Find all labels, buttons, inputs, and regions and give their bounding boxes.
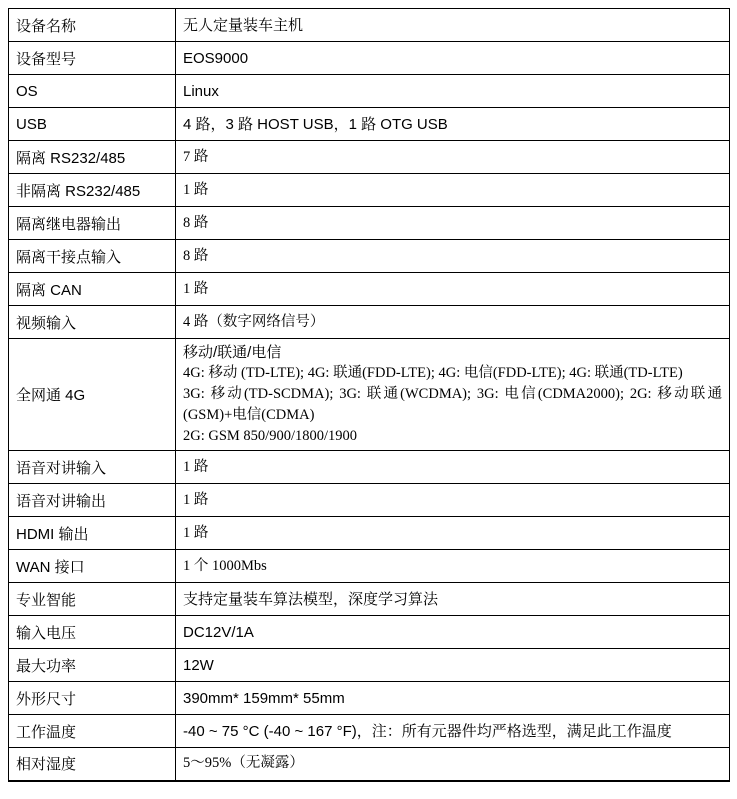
table-row — [9, 141, 730, 174]
spec-value-cell — [176, 517, 730, 550]
spec-value-line: 移动/联通/电信 — [183, 344, 282, 361]
spec-value-cell — [176, 715, 730, 748]
spec-label-cell: OS — [9, 75, 176, 108]
spec-label-cell: 工作温度 — [9, 715, 176, 748]
spec-label-cell: 隔离继电器输出 — [9, 207, 176, 240]
table-row — [9, 240, 730, 273]
spec-value-line: EOS9000 — [183, 49, 249, 67]
spec-value-cell — [176, 583, 730, 616]
spec-label-cell: 设备型号 — [9, 42, 176, 75]
spec-label-cell: 相对湿度 — [9, 748, 176, 781]
spec-value-line: 1 路 — [183, 458, 209, 475]
table-row — [9, 649, 730, 682]
spec-value-cell — [176, 484, 730, 517]
spec-label-cell: 外形尺寸 — [9, 682, 176, 715]
spec-label-cell: 设备名称 — [9, 9, 176, 42]
spec-value-line: 1 路 — [183, 181, 209, 198]
spec-value-line: 7 路 — [183, 148, 209, 165]
spec-label-cell: 语音对讲输出 — [9, 484, 176, 517]
table-row — [9, 616, 730, 649]
spec-value-cell — [176, 273, 730, 306]
spec-table-container — [8, 8, 730, 782]
spec-value-line: 4G: 移动 (TD-LTE); 4G: 联通(FDD-LTE); 4G: 电信(FDD-LTE); 4G: 联通(TD-LTE) — [183, 365, 683, 381]
table-row — [9, 484, 730, 517]
spec-label-cell: 语音对讲输入 — [9, 451, 176, 484]
spec-value-cell — [176, 616, 730, 649]
spec-value-cell — [176, 75, 730, 108]
spec-value-line: 4 路，3 路 HOST USB，1 路 OTG USB — [183, 115, 448, 133]
spec-value-cell — [176, 550, 730, 583]
spec-label-cell: 最大功率 — [9, 649, 176, 682]
spec-label-cell: WAN 接口 — [9, 550, 176, 583]
spec-value-line: 1 路 — [183, 491, 209, 508]
table-row — [9, 42, 730, 75]
spec-value-cell — [176, 451, 730, 484]
spec-value-line: 8 路 — [183, 214, 209, 231]
spec-value-line: 8 路 — [183, 247, 209, 264]
spec-value-cell — [176, 649, 730, 682]
spec-label-cell: 视频输入 — [9, 306, 176, 339]
table-row — [9, 108, 730, 141]
spec-value-line: DC12V/1A — [183, 623, 254, 641]
spec-value-line: 5～95%（无凝露） — [183, 755, 304, 772]
spec-value-cell — [176, 339, 730, 451]
spec-value-cell — [176, 141, 730, 174]
table-row — [9, 715, 730, 748]
spec-value-line: 2G: GSM 850/900/1800/1900 — [183, 428, 358, 444]
spec-label-cell: 专业智能 — [9, 583, 176, 616]
table-row — [9, 174, 730, 207]
device-spec-table — [8, 8, 730, 782]
spec-table-body — [9, 9, 730, 781]
table-row — [9, 306, 730, 339]
spec-value-line: 4 路（数字网络信号） — [183, 313, 325, 330]
spec-value-cell — [176, 748, 730, 781]
spec-value-line: Linux — [183, 82, 219, 100]
spec-value-cell — [176, 207, 730, 240]
table-row — [9, 748, 730, 781]
spec-value-line: 1 个 1000Mbs — [183, 557, 267, 574]
spec-label-cell: 非隔离 RS232/485 — [9, 174, 176, 207]
spec-value-cell — [176, 108, 730, 141]
spec-value-cell — [176, 42, 730, 75]
spec-label-cell: 隔离干接点输入 — [9, 240, 176, 273]
spec-value-line: 3G: 移动(TD-SCDMA); 3G: 联通(WCDMA); 3G: 电信(CDMA2000); 2G: 移动联通(GSM)+电信(CDMA) — [183, 386, 722, 423]
spec-value-line: 支持定量装车算法模型，深度学习算法 — [183, 590, 439, 608]
spec-value-line: 12W — [183, 656, 214, 674]
spec-value-line: 无人定量装车主机 — [183, 16, 304, 34]
table-row — [9, 550, 730, 583]
spec-label-cell: 隔离 CAN — [9, 273, 176, 306]
table-row — [9, 273, 730, 306]
spec-value-cell — [176, 306, 730, 339]
table-row — [9, 9, 730, 42]
spec-value-cell — [176, 174, 730, 207]
table-row — [9, 682, 730, 715]
spec-label-cell: HDMI 输出 — [9, 517, 176, 550]
spec-value-cell — [176, 9, 730, 42]
spec-label-cell: 全网通 4G — [9, 339, 176, 451]
spec-label-cell: 输入电压 — [9, 616, 176, 649]
table-row — [9, 451, 730, 484]
table-row — [9, 583, 730, 616]
spec-label-cell: USB — [9, 108, 176, 141]
table-row — [9, 75, 730, 108]
spec-value-line: 1 路 — [183, 280, 209, 297]
spec-value-cell — [176, 240, 730, 273]
spec-label-cell: 隔离 RS232/485 — [9, 141, 176, 174]
table-row — [9, 207, 730, 240]
spec-value-line: 1 路 — [183, 524, 209, 541]
spec-value-line: 390mm* 159mm* 55mm — [183, 689, 345, 707]
spec-value-cell — [176, 682, 730, 715]
table-row — [9, 339, 730, 451]
spec-value-line: -40 ~ 75 °C (-40 ~ 167 °F)，注：所有元器件均严格选型，满足此工作温度 — [183, 722, 672, 740]
table-row — [9, 517, 730, 550]
